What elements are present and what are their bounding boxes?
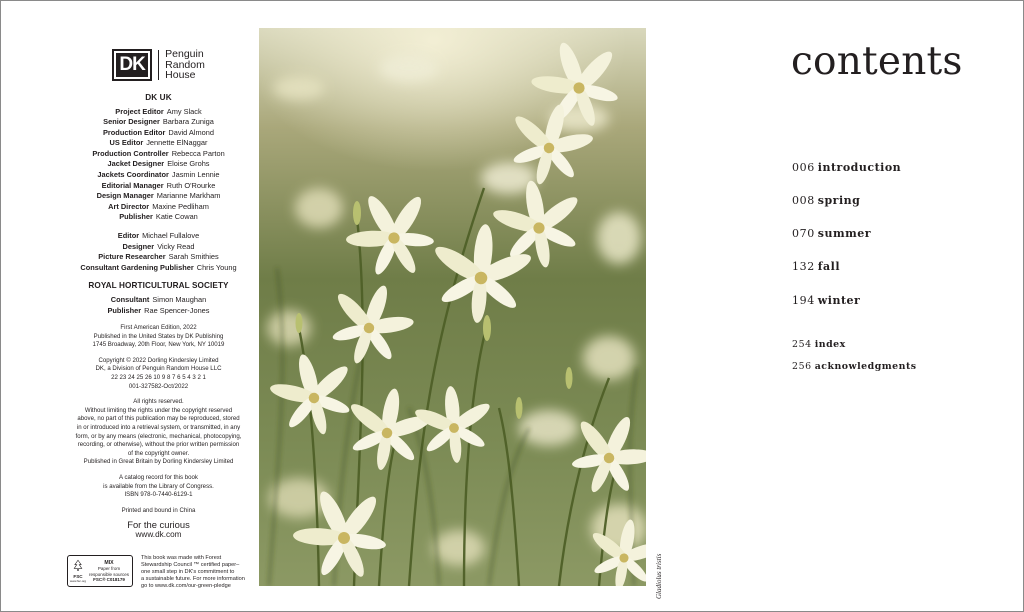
credit-role: Picture Researcher: [98, 252, 166, 262]
logo-divider: [158, 50, 159, 80]
credit-line: [61, 117, 256, 128]
text-line: Published in the United States by DK Publishing: [93, 332, 224, 340]
fsc-note: [141, 555, 245, 590]
credit-role: Publisher: [119, 212, 153, 222]
text-line: of the copyright owner.: [127, 449, 190, 457]
credit-line: [61, 159, 256, 170]
toc-section-title: fall: [817, 260, 841, 273]
toc-page-number: 194: [792, 294, 815, 307]
credit-role: Consultant: [110, 294, 150, 304]
text-line: Published in Great Britain by Dorling Kindersley Limited: [83, 458, 234, 466]
credit-name: Amy Slack: [166, 106, 202, 116]
credit-name: David Almond: [168, 127, 214, 137]
credit-name: Maxine Pedliham: [152, 201, 209, 211]
credit-name: Michael Fullalove: [142, 231, 200, 241]
toc-section-title: acknowledgments: [814, 361, 917, 372]
text-line: DK, a Division of Penguin Random House LLC: [95, 365, 222, 373]
toc-entry-fall: [792, 260, 840, 273]
website-url: www.dk.com: [135, 530, 182, 540]
penguin-random-house-logo: Penguin Random House: [165, 48, 205, 82]
imprint-column: [61, 49, 256, 546]
credit-name: Rae Spencer-Jones: [144, 305, 210, 315]
dk-uk-credit-list: [61, 107, 256, 224]
credit-name: Marianne Markham: [156, 191, 221, 201]
credit-role: Production Editor: [102, 127, 166, 137]
copyright-notice: [61, 357, 256, 391]
credit-line: [61, 212, 256, 223]
text-line: ISBN 978-0-7440-6129-1: [124, 491, 193, 499]
credit-name: Sarah Smithies: [168, 252, 219, 262]
flower-illustration: [259, 28, 646, 586]
credit-line: [61, 263, 256, 274]
text-line: All rights reserved.: [133, 398, 184, 406]
fsc-block: [67, 555, 257, 590]
credit-role: Production Controller: [92, 148, 169, 158]
printed-notice: Printed and bound in China: [121, 506, 196, 514]
toc-page-number: 008: [792, 194, 815, 207]
credit-line: [61, 242, 256, 253]
text-line: above, no part of this publication may be reproduced, stored: [77, 415, 240, 423]
text-line: Without limiting the rights under the copyright reserved: [84, 406, 233, 414]
toc-entry-winter: [792, 294, 860, 307]
credit-line: [61, 231, 256, 242]
fsc-label-text: MIX Paper from responsible sources FSC® C018179: [88, 560, 130, 582]
text-line: First American Edition, 2022: [120, 324, 197, 332]
credit-role: Art Director: [108, 201, 150, 211]
fsc-tree-icon: FSC www.fsc.org: [70, 559, 86, 583]
publisher-logos: [61, 49, 256, 81]
credit-name: Rebecca Parton: [171, 148, 225, 158]
fsc-note-line: one small step in DK's commitment to: [141, 568, 235, 575]
text-line: Copyright © 2022 Dorling Kindersley Limited: [98, 356, 219, 364]
tagline: For the curious: [127, 519, 190, 531]
credit-role: Publisher: [107, 305, 142, 315]
toc-entry-spring: [792, 194, 860, 207]
credit-line: [61, 181, 256, 192]
catalog-notice: [61, 474, 256, 500]
credit-line: [61, 107, 256, 118]
toc-page-number: 070: [792, 227, 815, 240]
toc-entry-introduction: [792, 161, 901, 174]
toc-section-title: introduction: [817, 161, 902, 174]
credit-line: [61, 295, 256, 306]
credit-name: Ruth O'Rourke: [166, 180, 216, 190]
toc-entry-acknowledgments: [792, 361, 917, 372]
credit-name: Simon Maughan: [152, 294, 207, 304]
text-line: 22 23 24 25 26 10 9 8 7 6 5 4 3 2 1: [111, 374, 206, 382]
credit-line: [61, 138, 256, 149]
text-line: 001-327582-Oct/2022: [128, 382, 189, 390]
dk-uk-heading: DK UK: [145, 93, 172, 102]
credit-name: Jasmin Lennie: [171, 170, 220, 180]
credit-name: Vicky Read: [157, 241, 195, 251]
credit-role: Designer: [122, 241, 155, 251]
dk-logo: DK: [112, 49, 152, 81]
credit-line: [61, 202, 256, 213]
credit-role: Jacket Designer: [107, 159, 165, 169]
photo-caption: Gladiolus tristis: [655, 553, 663, 599]
credit-line: [61, 252, 256, 263]
rights-notice: [61, 398, 256, 467]
toc-page-number: 132: [792, 260, 815, 273]
contributor-credit-list: [61, 231, 256, 273]
toc-entry-summer: [792, 227, 871, 240]
credit-name: Katie Cowan: [155, 212, 198, 222]
text-line: in or introduced into a retrieval system, or transmitted, in any: [76, 424, 241, 432]
credit-role: Project Editor: [115, 106, 164, 116]
credit-role: US Editor: [109, 138, 144, 148]
credit-role: Editorial Manager: [101, 180, 164, 190]
text-line: form, or by any means (electronic, mechanical, photocopying,: [75, 432, 242, 440]
text-line: A catalog record for this book: [119, 474, 198, 481]
text-line: recording, or otherwise), without the prior written permission: [77, 441, 240, 449]
credit-name: Jennette ElNaggar: [146, 138, 208, 148]
credit-line: [61, 306, 256, 317]
toc-section-title: winter: [817, 294, 861, 307]
credit-role: Senior Designer: [103, 117, 160, 127]
credit-name: Eloise Grohs: [167, 159, 210, 169]
toc-page-number: 006: [792, 161, 815, 174]
toc-section-title: index: [814, 339, 846, 350]
fsc-note-line: go to www.dk.com/our-green-pledge: [141, 582, 231, 589]
credit-line: [61, 191, 256, 202]
credit-role: Jackets Coordinator: [97, 170, 169, 180]
toc-section-title: summer: [817, 227, 872, 240]
credit-role: Design Manager: [96, 191, 154, 201]
credit-role: Editor: [117, 231, 140, 241]
credit-line: [61, 128, 256, 139]
text-line: 1745 Broadway, 20th Floor, New York, NY 10019: [92, 341, 225, 349]
edition-notice: [61, 324, 256, 350]
credit-line: [61, 170, 256, 181]
text-line: is available from the Library of Congress.: [103, 482, 214, 490]
gladiolus-photo: [259, 28, 646, 586]
toc-entry-index: [792, 339, 846, 350]
contents-title: contents: [791, 39, 963, 84]
toc-page-number: 254: [792, 339, 812, 350]
toc-section-title: spring: [817, 194, 861, 207]
credit-role: Consultant Gardening Publisher: [80, 262, 194, 272]
fsc-note-line: a sustainable future. For more information: [141, 575, 245, 582]
credit-name: Barbara Zuniga: [162, 117, 214, 127]
toc-page-number: 256: [792, 361, 812, 372]
fsc-note-line: Stewardship Council ™ certified paper–: [141, 561, 240, 568]
credit-line: [61, 149, 256, 160]
credit-name: Chris Young: [196, 262, 237, 272]
fsc-label: [67, 555, 133, 587]
rhs-heading: ROYAL HORTICULTURAL SOCIETY: [88, 281, 229, 291]
rhs-credit-list: [61, 295, 256, 316]
fsc-note-line: This book was made with Forest: [141, 555, 222, 561]
